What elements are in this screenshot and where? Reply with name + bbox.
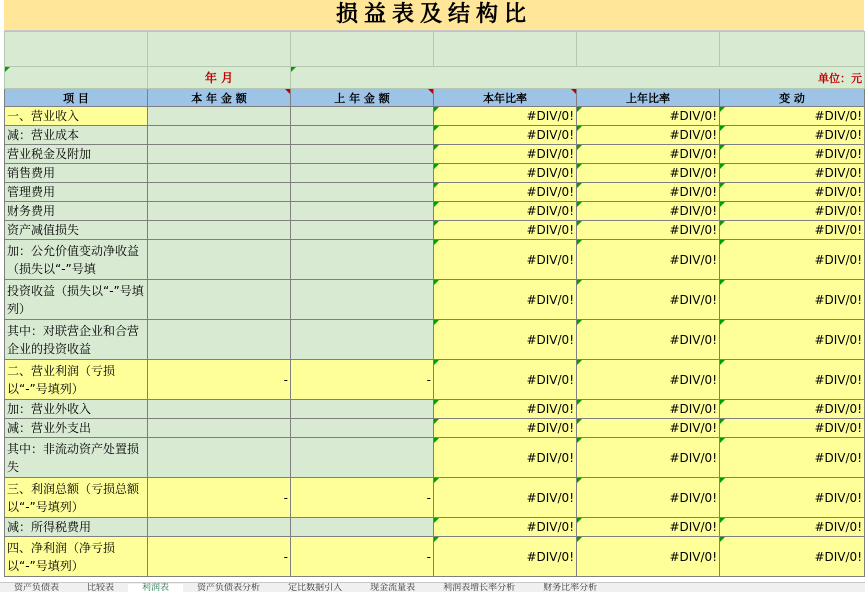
column-header[interactable]: 上年比率 — [577, 89, 720, 107]
date-label[interactable]: 年 月 — [148, 67, 291, 89]
this-year-amount[interactable] — [148, 145, 291, 164]
change-value[interactable]: #DIV/0! — [720, 400, 865, 419]
this-year-ratio[interactable]: #DIV/0! — [434, 164, 577, 183]
this-year-amount[interactable] — [148, 438, 291, 478]
last-year-ratio[interactable]: #DIV/0! — [577, 518, 720, 537]
row-label[interactable]: 投资收益（损失以“-”号填列） — [5, 280, 148, 320]
last-year-amount[interactable]: - — [291, 537, 434, 577]
this-year-amount[interactable] — [148, 202, 291, 221]
this-year-ratio[interactable]: #DIV/0! — [434, 221, 577, 240]
this-year-amount[interactable] — [148, 400, 291, 419]
last-year-ratio[interactable]: #DIV/0! — [577, 360, 720, 400]
cell[interactable] — [148, 32, 291, 67]
row-label[interactable]: 财务费用 — [5, 202, 148, 221]
this-year-ratio[interactable]: #DIV/0! — [434, 183, 577, 202]
last-year-ratio[interactable]: #DIV/0! — [577, 145, 720, 164]
sheet-title: 损益表及结构比 — [4, 0, 864, 31]
row-label[interactable]: 二、营业利润（亏损以“-”号填列） — [5, 360, 148, 400]
last-year-amount[interactable] — [291, 280, 434, 320]
this-year-amount[interactable] — [148, 183, 291, 202]
column-header[interactable]: 变 动 — [720, 89, 865, 107]
sheet-tab[interactable]: 资产负债表分析 — [197, 583, 261, 592]
table-row — [5, 438, 865, 478]
this-year-ratio[interactable]: #DIV/0! — [434, 107, 577, 126]
last-year-ratio[interactable]: #DIV/0! — [577, 438, 720, 478]
change-value[interactable]: #DIV/0! — [720, 360, 865, 400]
change-value[interactable]: #DIV/0! — [720, 145, 865, 164]
table-row — [5, 537, 865, 577]
this-year-ratio[interactable]: #DIV/0! — [434, 537, 577, 577]
this-year-amount[interactable] — [148, 164, 291, 183]
this-year-ratio[interactable]: #DIV/0! — [434, 400, 577, 419]
change-value[interactable]: #DIV/0! — [720, 280, 865, 320]
table-row — [5, 280, 865, 320]
change-value[interactable]: #DIV/0! — [720, 164, 865, 183]
last-year-amount[interactable] — [291, 518, 434, 537]
sheet-tab[interactable]: 财务比率分析 — [543, 583, 598, 592]
this-year-ratio[interactable]: #DIV/0! — [434, 478, 577, 518]
row-label[interactable]: 减：营业外支出 — [5, 419, 148, 438]
this-year-ratio[interactable]: #DIV/0! — [434, 202, 577, 221]
row-label[interactable]: 四、净利润（净亏损以“-”号填列） — [5, 537, 148, 577]
last-year-amount[interactable] — [291, 145, 434, 164]
last-year-ratio[interactable]: #DIV/0! — [577, 478, 720, 518]
last-year-ratio[interactable]: #DIV/0! — [577, 183, 720, 202]
row-label[interactable]: 资产减值损失 — [5, 221, 148, 240]
this-year-ratio[interactable]: #DIV/0! — [434, 145, 577, 164]
last-year-ratio[interactable]: #DIV/0! — [577, 126, 720, 145]
column-header[interactable]: 项 目 — [5, 89, 148, 107]
table-row — [5, 240, 865, 280]
sheet-tab[interactable]: 利润表 — [128, 584, 183, 592]
last-year-amount[interactable] — [291, 400, 434, 419]
row-label[interactable]: 营业税金及附加 — [5, 145, 148, 164]
row-label[interactable]: 三、利润总额（亏损总额以“-”号填列） — [5, 478, 148, 518]
last-year-amount[interactable]: - — [291, 478, 434, 518]
change-value[interactable]: #DIV/0! — [720, 537, 865, 577]
this-year-amount[interactable]: - — [148, 537, 291, 577]
change-value[interactable]: #DIV/0! — [720, 438, 865, 478]
this-year-amount[interactable] — [148, 221, 291, 240]
this-year-amount[interactable] — [148, 280, 291, 320]
last-year-ratio[interactable]: #DIV/0! — [577, 240, 720, 280]
income-statement-table — [4, 31, 865, 577]
last-year-amount[interactable] — [291, 126, 434, 145]
table-row — [5, 320, 865, 360]
this-year-amount[interactable] — [148, 126, 291, 145]
last-year-amount[interactable] — [291, 183, 434, 202]
this-year-ratio[interactable]: #DIV/0! — [434, 360, 577, 400]
row-label[interactable]: 一、营业收入 — [5, 107, 148, 126]
date-unit-row — [5, 67, 865, 89]
table-row — [5, 478, 865, 518]
this-year-amount[interactable] — [148, 107, 291, 126]
this-year-amount[interactable] — [148, 240, 291, 280]
last-year-amount[interactable] — [291, 202, 434, 221]
row-label[interactable]: 加：公允价值变动净收益（损失以“-”号填 — [5, 240, 148, 280]
row-label[interactable]: 其中：非流动资产处置损失 — [5, 438, 148, 478]
change-value[interactable]: #DIV/0! — [720, 107, 865, 126]
sheet-tab[interactable]: 资产负债表 — [14, 583, 60, 592]
cell[interactable] — [5, 67, 148, 89]
last-year-amount[interactable] — [291, 240, 434, 280]
this-year-ratio[interactable]: #DIV/0! — [434, 240, 577, 280]
cell[interactable] — [291, 32, 434, 67]
last-year-amount[interactable]: - — [291, 360, 434, 400]
this-year-amount[interactable] — [148, 419, 291, 438]
row-label[interactable]: 销售费用 — [5, 164, 148, 183]
this-year-amount[interactable]: - — [148, 478, 291, 518]
cell[interactable] — [5, 32, 148, 67]
change-value[interactable]: #DIV/0! — [720, 221, 865, 240]
change-value[interactable]: #DIV/0! — [720, 320, 865, 360]
last-year-amount[interactable] — [291, 221, 434, 240]
table-row — [5, 145, 865, 164]
row-label[interactable]: 加：营业外收入 — [5, 400, 148, 419]
this-year-ratio[interactable]: #DIV/0! — [434, 419, 577, 438]
table-row — [5, 518, 865, 537]
last-year-ratio[interactable]: #DIV/0! — [577, 164, 720, 183]
last-year-ratio[interactable]: #DIV/0! — [577, 202, 720, 221]
last-year-ratio[interactable]: #DIV/0! — [577, 419, 720, 438]
cell[interactable] — [577, 32, 720, 67]
last-year-ratio[interactable]: #DIV/0! — [577, 221, 720, 240]
change-value[interactable]: #DIV/0! — [720, 183, 865, 202]
table-row — [5, 183, 865, 202]
table-row — [5, 419, 865, 438]
table-row — [5, 360, 865, 400]
last-year-ratio[interactable]: #DIV/0! — [577, 320, 720, 360]
last-year-ratio[interactable]: #DIV/0! — [577, 280, 720, 320]
table-row — [5, 221, 865, 240]
sheet-tab[interactable]: 定比数据引入 — [288, 583, 343, 592]
last-year-amount[interactable] — [291, 438, 434, 478]
row-label[interactable]: 管理费用 — [5, 183, 148, 202]
change-value[interactable]: #DIV/0! — [720, 126, 865, 145]
cell[interactable] — [720, 32, 865, 67]
table-row — [5, 164, 865, 183]
change-value[interactable]: #DIV/0! — [720, 240, 865, 280]
unit-label[interactable]: 单位：元 — [291, 67, 865, 89]
table-row — [5, 202, 865, 221]
change-value[interactable]: #DIV/0! — [720, 202, 865, 221]
sheet-tab[interactable]: 利润表增长率分析 — [443, 583, 516, 592]
spreadsheet — [4, 0, 864, 577]
table-row — [5, 107, 865, 126]
this-year-ratio[interactable]: #DIV/0! — [434, 280, 577, 320]
this-year-amount[interactable] — [148, 518, 291, 537]
column-header[interactable]: 本 年 金 额 — [148, 89, 291, 107]
change-value[interactable]: #DIV/0! — [720, 419, 865, 438]
this-year-ratio[interactable]: #DIV/0! — [434, 320, 577, 360]
row-label[interactable]: 其中：对联营企业和合营企业的投资收益 — [5, 320, 148, 360]
last-year-amount[interactable] — [291, 419, 434, 438]
table-body — [5, 107, 865, 577]
last-year-amount[interactable] — [291, 320, 434, 360]
column-header[interactable]: 本年比率 — [434, 89, 577, 107]
row-label[interactable]: 减：营业成本 — [5, 126, 148, 145]
this-year-amount[interactable] — [148, 320, 291, 360]
this-year-ratio[interactable]: #DIV/0! — [434, 518, 577, 537]
row-label[interactable]: 减：所得税费用 — [5, 518, 148, 537]
table-row — [5, 400, 865, 419]
cell[interactable] — [434, 32, 577, 67]
this-year-ratio[interactable]: #DIV/0! — [434, 126, 577, 145]
header-row — [5, 89, 865, 107]
sheet-tab[interactable]: 比较表 — [87, 583, 115, 592]
sheet-tab[interactable]: 现金流量表 — [370, 583, 416, 592]
this-year-ratio[interactable]: #DIV/0! — [434, 438, 577, 478]
table-row — [5, 126, 865, 145]
last-year-amount[interactable] — [291, 164, 434, 183]
last-year-ratio[interactable]: #DIV/0! — [577, 537, 720, 577]
change-value[interactable]: #DIV/0! — [720, 518, 865, 537]
last-year-ratio[interactable]: #DIV/0! — [577, 107, 720, 126]
this-year-amount[interactable]: - — [148, 360, 291, 400]
change-value[interactable]: #DIV/0! — [720, 478, 865, 518]
blank-row — [5, 32, 865, 67]
column-header[interactable]: 上 年 金 额 — [291, 89, 434, 107]
last-year-ratio[interactable]: #DIV/0! — [577, 400, 720, 419]
last-year-amount[interactable] — [291, 107, 434, 126]
